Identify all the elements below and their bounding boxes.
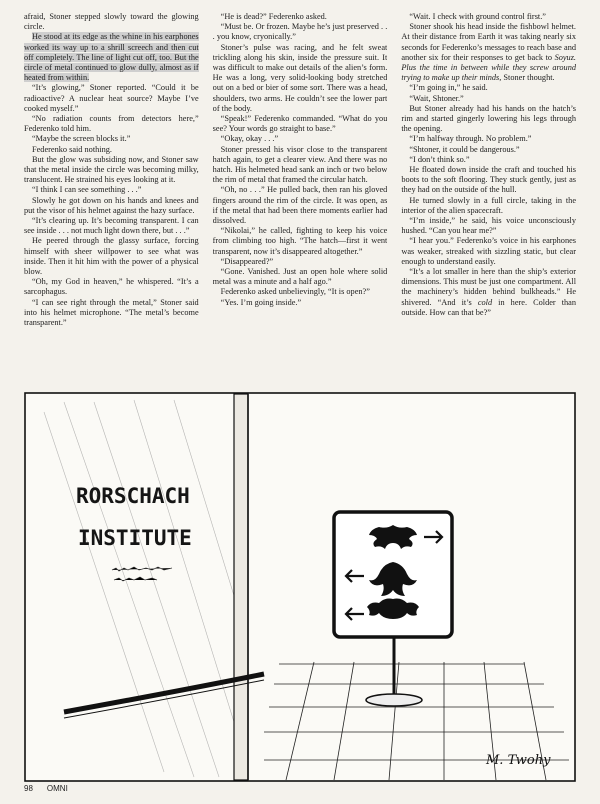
paragraph: “Oh, my God in heaven,” he whispered. “It’s a sarcophagus.	[24, 277, 199, 297]
page-footer	[24, 784, 68, 793]
paragraph: He peered through the glassy surface, forcing himself with sheer willpower to see what was inside. Then it hit him with the power of a physical blow.	[24, 236, 199, 277]
artist-signature: M. Twohy	[486, 753, 551, 768]
column-2	[213, 12, 388, 392]
cartoon-drawing	[24, 392, 576, 782]
paragraph: “It’s glowing,” Stoner reported. “Could it be radioactive? A nuclear heat source? Maybe I’ve cooked myself.”	[24, 83, 199, 113]
paragraph: “I’m halfway through. No problem.”	[409, 134, 532, 144]
paragraph: Stoner pressed his visor close to the transparent hatch again, to get a clearer view. And there was no hatch. His helmeted head sank an inch or two below the rim of metal that framed the circular hatch.	[212, 144, 388, 185]
page-number: 98	[24, 784, 33, 793]
paragraph: “Disappeared?”	[220, 256, 274, 266]
paragraph: Federenko asked unbelievingly, “It is open?”	[220, 287, 370, 297]
paragraph: Slowly he got down on his hands and knees and put the visor of his helmet against the hazy surface.	[24, 195, 199, 215]
door-frame-post	[234, 394, 248, 780]
column-1	[24, 12, 199, 392]
paragraph: But Stoner already had his hands on the hatch’s rim and started gingerly lowering his legs through the opening.	[401, 103, 576, 134]
paragraph: “Must be. Or frozen. Maybe he’s just preserved . . . you know, cryonically.”	[212, 22, 388, 42]
paragraph: He floated down inside the craft and touched his boots to the soft flooring. They stuck gently, just as they had on the outside of the hull.	[401, 165, 576, 195]
article-text	[24, 12, 576, 392]
paragraph: “Gone. Vanished. Just an open hole where solid metal was a minute and a half ago.”	[212, 267, 388, 287]
paragraph: “It’s clearing up. It’s becoming transparent. I can see inside . . . not much light down there, but . . .”	[24, 216, 199, 236]
paragraph: “No radiation counts from detectors here,” Federenko told him.	[24, 114, 199, 134]
paragraph: “Wait. I check with ground control first.”	[409, 12, 546, 21]
paragraph: “Maybe the screen blocks it.”	[32, 134, 131, 144]
paragraph: “I don’t think so.”	[409, 154, 470, 164]
paragraph: “He is dead?” Federenko asked.	[220, 12, 327, 21]
paragraph: Federenko said nothing.	[32, 144, 112, 154]
paragraph: “Yes. I’m going inside.”	[220, 297, 302, 307]
magazine-name: OMNI	[46, 784, 68, 793]
paragraph: “I’m inside,” he said, his voice unconsciously hushed. “Can you hear me?”	[401, 216, 576, 236]
paragraph: He turned slowly in a full circle, taking in the interior of the alien spacecraft.	[401, 195, 576, 215]
paragraph: “Oh, no . . .” He pulled back, then ran his gloved fingers around the rim of the circle. It was open, as if the metal that had been there moments earlier had dissolved.	[212, 185, 388, 226]
highlighted-text: He stood at its edge as the whine in his earphones worked its way up to a shrill screech and then cut off completely. The line of light cut off, too. But the circle of metal continued to glow dully, almost as if heated from within.	[24, 32, 199, 83]
paragraph: “Nikolai,” he called, fighting to keep his voice from climbing too high. “The hatch—first it went transparent, now it’s disappeared altogether.”	[212, 226, 388, 256]
paragraph	[24, 32, 199, 83]
text-span: “It’s a lot smaller in here than the ship’s exterior dimensions. This must be just one compartment. All the machinery’s hidden behind bulkheads.” He shivered. “And it’s	[401, 267, 576, 307]
text-span: Stoner thought.	[501, 73, 555, 83]
sign-base	[366, 694, 422, 706]
paragraph: “Okay, okay . . .”	[220, 134, 279, 144]
italic-text: Plus the time in between while they screw around trying to make up their minds,	[401, 63, 576, 83]
paragraph: afraid, Stoner stepped slowly toward the glowing circle.	[24, 12, 199, 32]
door-text-rorschach: RORSCHACH	[76, 484, 190, 508]
paragraph: But the glow was subsiding now, and Stoner saw that the metal inside the circle was becoming milky, translucent. He strained his eyes looking at it.	[24, 154, 199, 185]
cartoon-illustration	[24, 392, 576, 782]
paragraph: “I can see right through the metal,” Stoner said into his helmet microphone. “The metal’s become transparent.”	[24, 297, 199, 328]
paragraph: Stoner’s pulse was racing, and he felt sweat trickling along his skin, inside the pressure suit. It was difficult to make out details of the alien’s form. He was a long, very solid-looking body stretched out on a bed or bier of some sort. There was a head, shoulders, two arms. He couldn’t see the lower part of the body.	[212, 42, 388, 113]
text-span: in here. Colder than outside. How can that be?”	[401, 297, 576, 317]
paragraph: “Wait, Shtoner.”	[409, 93, 464, 103]
paragraph: “I think I can see something . . .”	[32, 185, 142, 195]
column-3	[401, 12, 576, 392]
paragraph	[401, 267, 576, 318]
paragraph: “Speak!” Federenko commanded. “What do you see? Your words go straight to base.”	[212, 114, 388, 134]
cartoon-frame	[25, 393, 575, 781]
italic-text: Soyuz.	[554, 52, 576, 62]
paragraph	[401, 22, 576, 83]
paragraph: “Shtoner, it could be dangerous.”	[409, 144, 520, 154]
text-span: Stoner shook his head inside the fishbowl helmet. At their distance from Earth it was taking nearly six seconds for Federenko’s messages to reach base and another six for their responses to get back to	[401, 22, 576, 62]
paragraph: “I’m going in,” he said.	[409, 83, 488, 93]
italic-text: cold	[477, 297, 493, 307]
door-text-institute: INSTITUTE	[78, 526, 192, 550]
paragraph: “I hear you.” Federenko’s voice in his earphones was weaker, streaked with sizzling static, but clear enough to understand easily.	[401, 236, 576, 266]
